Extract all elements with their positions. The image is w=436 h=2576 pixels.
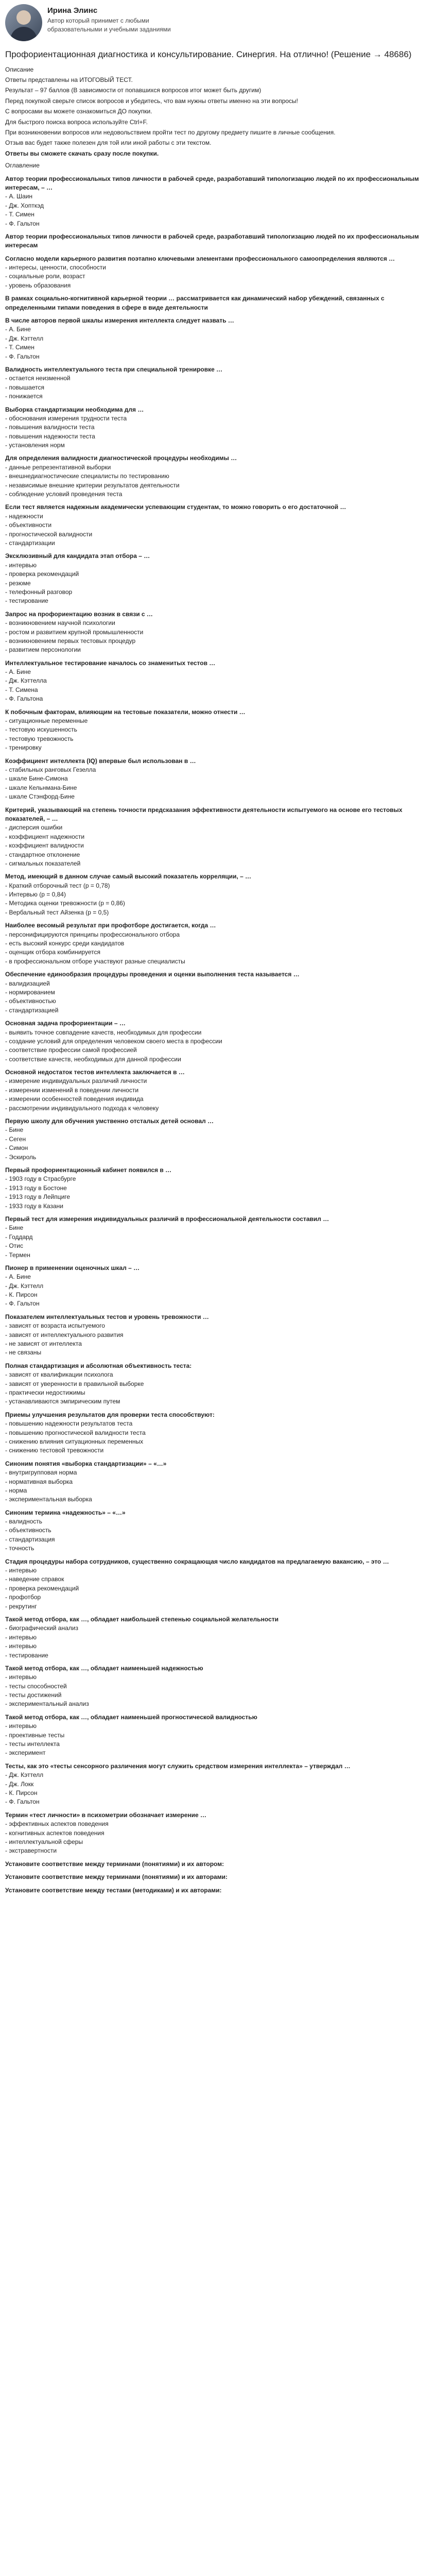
answer-option: - тесты способностей <box>5 1682 431 1691</box>
answer-option: - телефонный разговор <box>5 588 431 597</box>
result-line: Результат – 97 баллов (В зависимости от попавшихся вопросов итог может быть другим) <box>5 87 261 94</box>
question-text: Показателем интеллектуальных тестов и уровень тревожности … <box>5 1313 209 1320</box>
question-text: Пионер в применении оценочных шкал – … <box>5 1264 140 1272</box>
question-text: Если тест является надежным академически успевающим студентам, то можно говорить о его достаточной … <box>5 503 346 511</box>
answer-option: - оценщик отбора комбинируется <box>5 948 431 957</box>
answer-option: - нормативная выборка <box>5 1478 431 1486</box>
answer-option: - Т. Симен <box>5 210 431 219</box>
answer-option: - интервью <box>5 1633 431 1642</box>
question-item <box>5 175 431 228</box>
answer-option: - зависят от уверенности в правильной выборке <box>5 1380 431 1388</box>
answer-option: - 1913 году в Бостоне <box>5 1184 431 1193</box>
answer-option: - Т. Симен <box>5 343 431 352</box>
answer-option: - А. Бине <box>5 1273 431 1281</box>
answer-option: - биографический анализ <box>5 1624 431 1633</box>
question-text: К побочным факторам, влияющим на тестовые показатели, можно отнести … <box>5 708 246 716</box>
answer-option: - нормированием <box>5 988 431 997</box>
answer-option: - персонифицируются принципы профессионального отбора <box>5 930 431 939</box>
answer-option: - валидность <box>5 1517 431 1526</box>
answer-option: - Дж. Хопткэд <box>5 201 431 210</box>
answer-option: - есть высокий конкурс среди кандидатов <box>5 939 431 948</box>
question-item <box>5 1509 431 1553</box>
answer-option: - соблюдение условий проведения теста <box>5 490 431 499</box>
answer-option: - устанавливаются эмпирическим путем <box>5 1397 431 1406</box>
answer-option: - К. Пирсон <box>5 1789 431 1798</box>
answer-option: - Ф. Гальтона <box>5 694 431 703</box>
answer-option: - Дж. Кэттелл <box>5 1282 431 1291</box>
questions-list <box>5 175 431 1895</box>
question-text: Основная задача профориентации – … <box>5 1020 126 1027</box>
question-item <box>5 294 431 312</box>
answer-option: - объективности <box>5 521 431 530</box>
answer-option: - стандартизации <box>5 539 431 548</box>
answer-option: - Дж. Локк <box>5 1780 431 1789</box>
answer-option: - установления норм <box>5 441 431 450</box>
question-text: Метод, имеющий в данном случае самый высокий показатель корреляции, – … <box>5 873 252 880</box>
answer-option: - А. Шаин <box>5 192 431 201</box>
question-text: Стадия процедуры набора сотрудников, существенно сокращающая число кандидатов на предлагаемую вакансию, – это … <box>5 1557 389 1565</box>
answer-option: - Термен <box>5 1251 431 1260</box>
answer-option: - обоснования измерения трудности теста <box>5 414 431 423</box>
answer-option: - экстравертности <box>5 1846 431 1855</box>
answer-option: - тренировку <box>5 743 431 752</box>
answer-option: - проективные тесты <box>5 1731 431 1740</box>
question-text: Для определения валидности диагностической процедуры необходимы … <box>5 454 237 462</box>
answer-option: - экспериментальная выборка <box>5 1495 431 1504</box>
question-item <box>5 659 431 704</box>
question-text: Валидность интеллектуального теста при специальной тренировке … <box>5 365 223 373</box>
answer-option: - повышению надежности результатов теста <box>5 1419 431 1428</box>
answer-option: - соответствие профессии самой профессией <box>5 1046 431 1055</box>
question-item <box>5 1886 431 1895</box>
before-purchase: Перед покупкой сверьте список вопросов и убедитесь, что вам нужны ответы именно на эти вопросы! <box>5 97 298 105</box>
answer-option: - рассмотрении индивидуального подхода к человеку <box>5 1104 431 1113</box>
description-label: Описание <box>5 65 34 73</box>
question-text: Запрос на профориентацию возник в связи с … <box>5 610 153 618</box>
answer-option: - снижению тестовой тревожности <box>5 1446 431 1455</box>
answer-option: - 1913 году в Лейпциге <box>5 1193 431 1201</box>
question-item <box>5 552 431 605</box>
question-item <box>5 1362 431 1406</box>
question-item <box>5 757 431 802</box>
answer-option: - Годдард <box>5 1233 431 1242</box>
answer-option: - тесты достижений <box>5 1691 431 1700</box>
answer-option: - зависят от интеллектуального развития <box>5 1331 431 1340</box>
question-item <box>5 970 431 1015</box>
answer-option: - валидизацией <box>5 979 431 988</box>
question-item <box>5 1460 431 1504</box>
answer-option: - Эскироль <box>5 1153 431 1162</box>
answer-option: - сигмальных показателей <box>5 859 431 868</box>
answer-option: - не связаны <box>5 1348 431 1357</box>
answer-option: - А. Бине <box>5 325 431 334</box>
question-item <box>5 806 431 869</box>
question-text: Критерий, указывающий на степень точности предсказания эффективности деятельности испытуемого на основе его тестовых показателей, – … <box>5 806 403 822</box>
question-item <box>5 1664 431 1709</box>
answer-option: - дисперсия ошибки <box>5 823 431 832</box>
answer-option: - Дж. Кэттелл <box>5 1771 431 1780</box>
answer-option: - Вербальный тест Айзенка (p = 0,5) <box>5 908 431 917</box>
question-text: Полная стандартизация и абсолютная объективность теста: <box>5 1362 192 1369</box>
question-text: Автор теории профессиональных типов личности в рабочей среде, разработавший типологизацию людей по их профессиональным интересам <box>5 232 419 249</box>
answer-option: - проверка рекомендаций <box>5 570 431 579</box>
preview-line: С вопросами вы можете ознакомиться ДО покупки. <box>5 108 152 115</box>
answer-option: - Бине <box>5 1126 431 1134</box>
answer-option: - Т. Симена <box>5 686 431 694</box>
author-info <box>47 4 181 35</box>
answer-option: - шкале Кельнмана-Бине <box>5 784 431 792</box>
question-item <box>5 405 431 450</box>
question-text: Первый профориентационный кабинет появился в … <box>5 1166 172 1174</box>
answer-option: - интеллектуальной сферы <box>5 1838 431 1846</box>
answer-option: - коэффициент валидности <box>5 841 431 850</box>
answer-option: - ростом и развитием крупной промышленности <box>5 628 431 637</box>
answer-option: - Сеген <box>5 1135 431 1144</box>
answer-option: - соответствие качеств, необходимых для данной профессии <box>5 1055 431 1064</box>
answer-option: - наведение справок <box>5 1575 431 1584</box>
answer-option: - шкале Бине-Симона <box>5 774 431 783</box>
answer-option: - независимые внешние критерии результатов деятельности <box>5 481 431 490</box>
question-text: Интеллектуальное тестирование началось со знаменитых тестов … <box>5 659 216 667</box>
answer-option: - понижается <box>5 392 431 401</box>
question-item <box>5 1762 431 1807</box>
answer-option: - интервью <box>5 1722 431 1731</box>
question-text: Такой метод отбора, как …, обладает наименьшей прогностической валидностью <box>5 1713 257 1721</box>
question-text: Автор теории профессиональных типов личности в рабочей среде, разработавший типологизацию людей по их профессиональным интересам, – … <box>5 175 419 191</box>
question-item <box>5 454 431 499</box>
answer-option: - интервью <box>5 1566 431 1575</box>
question-item <box>5 232 431 250</box>
question-text: Согласно модели карьерного развития поэтапно ключевыми элементами профессионального самоопределения являются … <box>5 255 395 262</box>
answer-option: - объективность <box>5 1526 431 1535</box>
question-item <box>5 1068 431 1113</box>
answer-option: - повышается <box>5 383 431 392</box>
question-text: Установите соответствие между терминами (понятиями) и их авторами: <box>5 1873 228 1881</box>
answer-option: - 1933 году в Казани <box>5 1202 431 1211</box>
question-item <box>5 1557 431 1611</box>
answer-option: - снижению влияния ситуационных переменных <box>5 1437 431 1446</box>
answer-option: - Краткий отборочный тест (p = 0,78) <box>5 882 431 890</box>
question-item <box>5 365 431 401</box>
question-text: Установите соответствие между тестами (методиками) и их авторами: <box>5 1886 222 1894</box>
answer-option: - Ф. Гальтон <box>5 219 431 228</box>
question-text: Тесты, как это «тесты сенсорного различения могут служить средством измерения интеллекта» – утверждал … <box>5 1762 351 1770</box>
answer-option: - в профессиональном отборе участвуют разные специалисты <box>5 957 431 966</box>
question-text: В рамках социально-когнитивной карьерной теории … рассматривается как динамический набор убеждений, связанных с определенными типами поведения в сфере в виде деятельности <box>5 295 385 311</box>
question-text: Установите соответствие между терминами (понятиями) и их автором: <box>5 1860 224 1868</box>
answer-option: - норма <box>5 1486 431 1495</box>
answer-option: - надежности <box>5 512 431 521</box>
answer-option: - повышения надежности теста <box>5 432 431 441</box>
answer-option: - измерении особенностей поведения индивида <box>5 1095 431 1104</box>
answer-option: - шкале Стэнфорд-Бине <box>5 792 431 801</box>
question-text: Такой метод отбора, как …, обладает наименьшей надежностью <box>5 1664 203 1672</box>
rating-hint: Отзыв вас будет также полезен для той или иной работы с эти текстом. <box>5 139 212 147</box>
answer-option: - данные репрезентативной выборки <box>5 463 431 472</box>
author-description: Автор который принимет с любыми образовательными и учебными заданиями <box>47 16 171 33</box>
author-block <box>5 4 431 41</box>
answer-option: - Ф. Гальтон <box>5 1798 431 1806</box>
question-text: Синоним понятия «выборка стандартизации» – «…» <box>5 1460 167 1467</box>
answer-option: - измерении изменений в поведении личности <box>5 1086 431 1095</box>
answer-option: - остается неизменной <box>5 374 431 383</box>
answer-option: - Ф. Гальтон <box>5 1299 431 1308</box>
answer-option: - внешнедиагностические специалисты по тестированию <box>5 472 431 481</box>
answer-option: - 1903 году в Страсбурге <box>5 1175 431 1183</box>
answer-option: - интересы, ценности, способности <box>5 263 431 272</box>
question-item <box>5 1860 431 1869</box>
answer-option: - повышению прогностической валидности теста <box>5 1429 431 1437</box>
answer-option: - Интервью (p = 0,84) <box>5 890 431 899</box>
answer-option: - эксперимент <box>5 1749 431 1757</box>
answer-option: - тестовую искушенность <box>5 725 431 734</box>
question-item <box>5 708 431 753</box>
answer-option: - выявить точное совпадение качеств, необходимых для профессии <box>5 1028 431 1037</box>
question-text: В числе авторов первой шкалы измерения интеллекта следует назвать … <box>5 317 234 325</box>
answer-option: - точность <box>5 1544 431 1553</box>
search-hint: Для быстрого поиска вопроса используйте Ctrl+F. <box>5 118 148 126</box>
answer-option: - развитием персонологии <box>5 646 431 654</box>
question-text: Термин «тест личности» в психометрии обозначает измерение … <box>5 1811 207 1819</box>
answer-option: - рекрутинг <box>5 1602 431 1611</box>
answer-option: - тестирование <box>5 1651 431 1660</box>
answer-option: - Симон <box>5 1144 431 1153</box>
agreement: При возникновении вопросов или недовольствием пройти тест по другому предмету пишите в личные сообщения. <box>5 128 336 136</box>
answer-option: - интервью <box>5 561 431 570</box>
answer-option: - не зависят от интеллекта <box>5 1340 431 1348</box>
answer-option: - прогностической валидности <box>5 530 431 539</box>
answer-option: - коэффициент надежности <box>5 833 431 841</box>
question-text: Приемы улучшения результатов для проверки теста способствуют: <box>5 1411 215 1418</box>
answer-option: - А. Бине <box>5 668 431 676</box>
answer-option: - тесты интеллекта <box>5 1740 431 1749</box>
page-title: Профориентационная диагностика и консультирование. Синергия. На отлично! (Решение → 48686) <box>5 49 412 59</box>
answer-option: - К. Пирсон <box>5 1291 431 1299</box>
toc-label: Оглавление <box>5 162 40 170</box>
answer-option: - создание условий для определения человеком своего места в профессии <box>5 1037 431 1046</box>
answer-option: - Дж. Кэттелл <box>5 334 431 343</box>
answer-option: - уровень образования <box>5 281 431 290</box>
answer-option: - практически недостижимы <box>5 1388 431 1397</box>
question-text: Обеспечение единообразия процедуры проведения и оценки выполнения теста называется … <box>5 971 300 978</box>
answer-option: - интервью <box>5 1642 431 1651</box>
answer-option: - социальные роли, возраст <box>5 272 431 281</box>
answer-option: - измерение индивидуальных различий личности <box>5 1077 431 1086</box>
question-item <box>5 503 431 548</box>
answer-option: - Методика оценки тревожности (p = 0,86) <box>5 899 431 908</box>
question-text: Первую школу для обучения умственно отсталых детей основал … <box>5 1117 214 1125</box>
question-item <box>5 1615 431 1660</box>
question-item <box>5 255 431 291</box>
answer-option: - повышения валидности теста <box>5 423 431 432</box>
answer-option: - стандартизация <box>5 1535 431 1544</box>
answer-option: - зависят от возраста испытуемого <box>5 1321 431 1330</box>
answer-option: - ситуационные переменные <box>5 717 431 725</box>
question-item <box>5 1313 431 1358</box>
question-item <box>5 1019 431 1064</box>
answer-option: - профотбор <box>5 1593 431 1602</box>
answer-option: - экспериментальный анализ <box>5 1700 431 1708</box>
author-name[interactable]: Ирина Элинс <box>47 6 98 15</box>
question-item <box>5 1411 431 1455</box>
answer-option: - стандартное отклонение <box>5 851 431 859</box>
answer-option: - объективностью <box>5 997 431 1006</box>
question-text: Такой метод отбора, как …, обладает наибольшей степенью социальной желательности <box>5 1615 279 1623</box>
answer-option: - возникновением научной психологии <box>5 619 431 628</box>
question-text: Наиболее весомый результат при профотборе достигается, когда … <box>5 922 216 929</box>
answer-option: - тестовую тревожность <box>5 735 431 743</box>
question-item <box>5 1713 431 1758</box>
answer-option: - резюме <box>5 579 431 588</box>
answer-option: - стандартизацией <box>5 1006 431 1015</box>
question-item <box>5 1264 431 1309</box>
answer-option: - Дж. Кэттелла <box>5 676 431 685</box>
question-text: Первый тест для измерения индивидуальных различий в профессиональной деятельности составил … <box>5 1215 329 1223</box>
answer-option: - Отис <box>5 1242 431 1250</box>
intro-line: Ответы представлены на ИТОГОВЫЙ ТЕСТ. <box>5 76 133 84</box>
answer-option: - интервью <box>5 1673 431 1682</box>
answer-option: - внутригрупповая норма <box>5 1468 431 1477</box>
remember-line: Ответы вы сможете скачать сразу после покупки. <box>5 149 159 157</box>
answer-option: - проверка рекомендаций <box>5 1584 431 1593</box>
question-item <box>5 316 431 361</box>
answer-option: - Бине <box>5 1224 431 1232</box>
question-item <box>5 610 431 655</box>
question-item <box>5 921 431 966</box>
answer-option: - стабильных ранговых Гезелла <box>5 766 431 774</box>
answer-option: - возникновением первых тестовых процедур <box>5 637 431 646</box>
question-item <box>5 1166 431 1211</box>
question-item <box>5 1215 431 1260</box>
question-text: Основной недостаток тестов интеллекта заключается в … <box>5 1069 185 1076</box>
author-avatar[interactable] <box>5 4 42 41</box>
question-text: Коэффициент интеллекта (IQ) впервые был использован в … <box>5 757 196 765</box>
answer-option: - зависят от квалификации психолога <box>5 1370 431 1379</box>
question-item <box>5 1117 431 1162</box>
question-text: Выборка стандартизации необходима для … <box>5 405 144 413</box>
answer-option: - Ф. Гальтон <box>5 352 431 361</box>
answer-option: - эффективных аспектов поведения <box>5 1820 431 1828</box>
answer-option: - тестирование <box>5 597 431 605</box>
question-item <box>5 872 431 917</box>
answer-option: - когнитивных аспектов поведения <box>5 1829 431 1838</box>
question-item <box>5 1873 431 1882</box>
question-text: Эксклюзивный для кандидата этап отбора – … <box>5 552 150 560</box>
question-item <box>5 1811 431 1856</box>
question-text: Синоним термина «надежность» – «…» <box>5 1509 126 1516</box>
